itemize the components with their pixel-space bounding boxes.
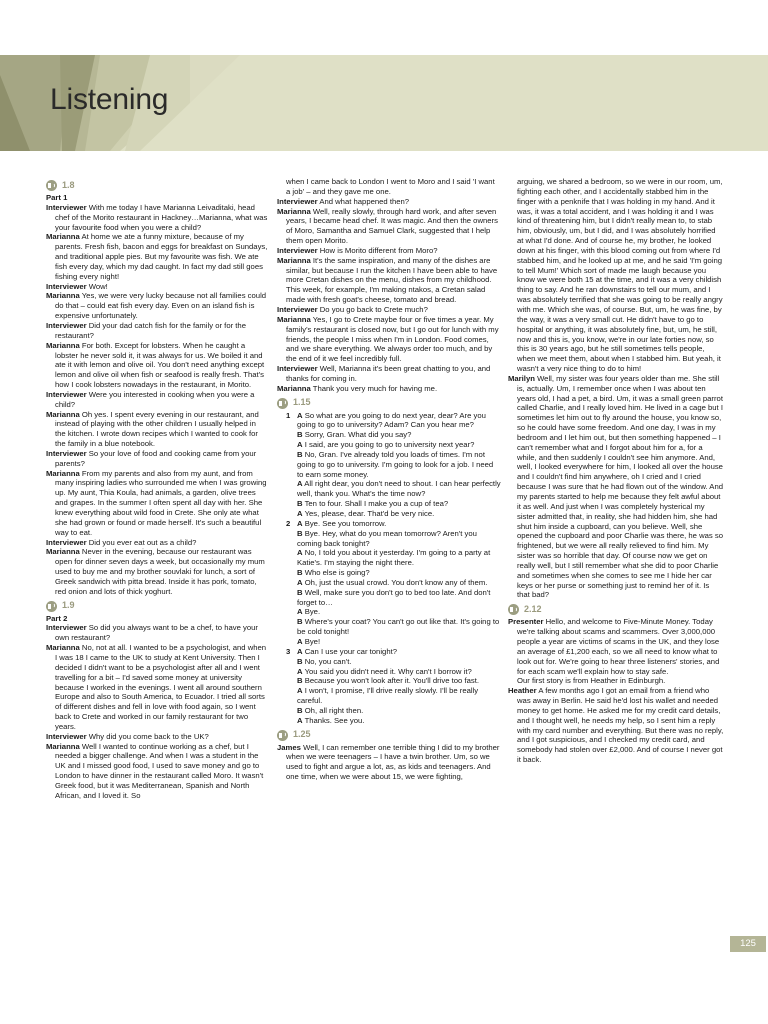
speech-text: How is Morito different from Moro? [319, 245, 438, 255]
speaker-letter: B [297, 449, 303, 459]
header-banner [0, 55, 768, 151]
track-number: 1.9 [62, 600, 75, 611]
transcript-line [46, 321, 268, 341]
transcript-line [46, 469, 268, 538]
dialogue-line [277, 706, 501, 716]
part-label: Part 2 [46, 613, 68, 623]
transcript-line [508, 617, 724, 676]
speech-text: Oh, just the usual crowd. You don't know any of them. [304, 577, 488, 587]
speech-text: Well, really slowly, through hard work, and after seven years, I became head chef. It was magic. And then the owners of Moro, Samantha and Samuel Clark, suggested that I help them open Morito. [286, 206, 498, 246]
speaker-name: Interviewer [277, 245, 318, 255]
dialogue-line [277, 686, 501, 706]
speaker-letter: A [297, 518, 303, 528]
transcript-line [277, 743, 501, 782]
dialogue-line [277, 430, 501, 440]
transcript-line [277, 256, 501, 305]
speaker-name: Interviewer [46, 448, 87, 458]
speaker-letter: B [297, 430, 303, 440]
speech-text: I said, are you going to go to university next year? [304, 440, 475, 450]
column-1 [46, 177, 268, 801]
speaker-letter: A [297, 509, 303, 518]
speaker-name: Interviewer [46, 731, 87, 741]
dialogue-line [277, 578, 501, 588]
transcript-block [508, 617, 724, 676]
dialogue-line [277, 676, 501, 686]
continued-text: arguing, we shared a bedroom, so we were in our room, um, fighting each other, and I accidentally stabbed him in the finger with a penknife that I was holding in my hand. And it was, it was a total accident, and I was holding it and I was kind of threatening him, but I didn't really mean to, to stab him, obviously, um, but I did, and I was absolutely horrified at what I'd done. And of course he, my brother, he looked down at his finger, with this blood coming out from where I'd stabbed him, and he looked up at me, and he said 'I'm going to tell Mum!' Which sort of made me laugh because you know we were both 15 at the time, and it was a very childish thing to say. And he ran downstairs to tell our mum, and I was absolutely terrified that she was going to be really angry with me. Which she was, of course. But, um, he was fine, by the way, it was a very small cut. He didn't have to go to hospital or anything, it was absolutely fine, but, um, he still, now and this is, you know, we're in our late forties now, so this is 30 years ago, but he still sometimes tells people, when we meet them, about when I stabbed him. But yeah, it wasn't a very nice thing to do to him! [517, 177, 723, 374]
speech-text: Oh, all right then. [304, 705, 364, 715]
speech-text: For both. Except for lobsters. When he caught a lobster he never sold it, it was always for us. We boiled it and ate it with lemon and olive oil. You don't need anything except lemon and olive oil when fish or seafood is really fresh. That's how I cook lobsters nowadays in the restaurant, in Morito. [55, 340, 265, 390]
speech-text: I won't, I promise, I'll drive really slowly. I'll be really careful. [297, 686, 479, 706]
transcript-line [277, 246, 501, 256]
speaker-letter: A [297, 607, 303, 617]
speech-text: Yes, please, dear. That'd be very nice. [304, 509, 435, 518]
speaker-letter: B [297, 528, 303, 538]
conversation-number: 3 [286, 646, 291, 656]
speaker-name: Marianna [277, 383, 311, 393]
track-number: 1.8 [62, 179, 75, 190]
transcript-line [508, 686, 724, 765]
speech-text: Ten to four. Shall I make you a cup of tea? [304, 499, 449, 509]
dialogue-line [277, 568, 501, 578]
speech-text: No, I told you about it yesterday. I'm going to a party at Katie's. I'm staying the night there. [297, 548, 491, 568]
speaker-name: Marianna [46, 291, 80, 301]
page-title: Listening [50, 83, 169, 116]
speech-text: Thank you very much for having me. [312, 383, 438, 393]
speaker-letter: A [297, 548, 303, 558]
conversation-number: 2 [286, 518, 291, 528]
transcript-line [46, 410, 268, 449]
speech-text: You said you didn't need it. Why can't I borrow it? [304, 666, 472, 676]
speech-text: Never in the evening, because our restaurant was open for dinner seven days a week, but occasionally my mum used to buy me and my brother souvlaki for lunch, a sort of Greek sandwich with pitta bread. Inside it has pork, tomato, red onion and lots of thick yoghurt. [55, 547, 265, 596]
speech-text: From my parents and also from my aunt, and from many inspiring ladies who surrounded me when I was growing up. My aunt, Thia Koula, had animals, a garden, olive trees and grapes. In the summer I often spent all day with her. She knew everything about wild food in Crete. She only ate what she had grown or found or made herself. It's such a beautiful way to eat. [55, 468, 267, 537]
speaker-name: Interviewer [46, 389, 87, 399]
dialogue-line [277, 617, 501, 637]
transcript-block [277, 197, 501, 394]
dialogue-line [277, 607, 501, 617]
speaker-name: Interviewer [277, 304, 318, 314]
speaker-name: Presenter [508, 617, 544, 627]
speaker-letter: A [297, 686, 303, 696]
transcript-line [46, 623, 268, 643]
dialogue-line [277, 509, 501, 519]
transcript-line [46, 390, 268, 410]
speech-text: Bye. See you tomorrow. [304, 518, 387, 528]
speech-text: Well, Marianna it's been great chatting to you, and thanks for coming in. [286, 364, 491, 383]
speaker-letter: B [297, 676, 303, 686]
speaker-name: Marianna [46, 468, 80, 478]
speaker-letter: A [297, 666, 303, 676]
dialogue-line [277, 450, 501, 480]
audio-icon[interactable] [277, 398, 288, 409]
speech-text: Well, I can remember one terrible thing I did to my brother when we were teenagers – I have a twin brother. Um, so we used to fight and argue a lot, as, as kids and teenagers. And one time, when we were about 15, we were fighting, [286, 742, 500, 782]
speaker-letter: A [297, 636, 303, 646]
transcript-block [46, 623, 268, 800]
speaker-letter: A [297, 715, 303, 725]
audio-icon[interactable] [277, 730, 288, 741]
speech-text: With me today I have Marianna Leivaditaki, head chef of the Morito restaurant in Hackney…Marianna, what was your favourite food when you were a child? [55, 202, 268, 232]
speech-text: Were you interested in cooking when you were a child? [55, 389, 255, 409]
dialogue-line [277, 499, 501, 509]
speech-text: Why did you come back to the UK? [88, 731, 209, 741]
speech-text: Wow! [88, 281, 108, 291]
speaker-name: Interviewer [46, 281, 87, 291]
speaker-name: Interviewer [277, 364, 318, 374]
dialogue-line [277, 647, 501, 657]
dialogue-line [277, 479, 501, 499]
page-number: 125 [730, 936, 766, 952]
dialogue-line [277, 667, 501, 677]
track-number: 1.15 [293, 397, 311, 408]
track-number: 1.25 [293, 729, 311, 740]
speaker-name: Interviewer [277, 196, 318, 206]
part-label: Part 1 [46, 193, 68, 202]
speech-text: Bye! [304, 636, 321, 646]
speaker-letter: A [297, 410, 303, 420]
speech-text: No, you can't. [304, 656, 352, 666]
transcript-line [46, 742, 268, 801]
transcript-line [46, 341, 268, 390]
track-heading [508, 604, 724, 615]
speaker-name: Marianna [46, 340, 80, 350]
speech-text: So your love of food and cooking came from your parents? [55, 448, 257, 468]
speech-text: Yes, I go to Crete maybe four or five times a year. My family's restaurant is closed now, but I go out for lunch with my friends, the people I miss when I'm in London. Food comes, and we share everything. We always order too much, and by the end of it we feel incredibly full. [286, 314, 499, 364]
audio-icon[interactable] [508, 604, 519, 615]
speaker-name: Marianna [46, 643, 80, 653]
speaker-letter: A [297, 577, 303, 587]
speech-text: Hello, and welcome to Five-Minute Money. Today we're talking about scams and scammers. Over 3,000,000 people a year are victims of scams in the UK, and they lose an average of £1,200 each, so we all need to know what to look out for. We're going to hear three listeners' stories, and for each scam we'll explain how to stay safe. [517, 617, 720, 676]
transcript-line [46, 643, 268, 732]
speaker-name: Marianna [46, 741, 80, 751]
track-number: 2.12 [524, 603, 542, 614]
column-2 [277, 177, 501, 782]
speaker-name: Marianna [46, 547, 80, 557]
speech-text: At home we ate a funny mixture, because of my parents. Fresh fish, bacon and eggs for breakfast on Sundays, and traditional apple pies. But my favourite was fish. We ate fish every day, which my dad caught. In fact my dad still goes fishing every night! [55, 232, 268, 281]
speaker-name: Interviewer [46, 202, 87, 212]
speaker-letter: B [297, 656, 303, 666]
speaker-letter: A [297, 646, 303, 656]
audio-icon[interactable] [46, 180, 57, 191]
dialogue-line [277, 637, 501, 647]
speaker-letter: A [297, 440, 303, 450]
speech-text: Bye. Hey, what do you mean tomorrow? Aren't you coming back tonight? [297, 528, 477, 548]
speaker-name: Marianna [277, 206, 311, 216]
speaker-name: Heather [508, 686, 537, 696]
transcript-block [46, 203, 268, 597]
speech-text: Bye. [304, 607, 321, 617]
speech-text: So what are you going to do next year, dear? Are you going to go to university? Adam? Can you hear me? [297, 410, 486, 430]
speech-text: Because you won't look after it. You'll drive too fast. [304, 676, 479, 686]
speaker-letter: B [297, 568, 303, 578]
speech-text: Did you ever eat out as a child? [88, 537, 197, 547]
dialogue-line [277, 440, 501, 450]
transcript-line [46, 449, 268, 469]
transcript-block [508, 374, 724, 600]
speaker-name: Interviewer [46, 623, 87, 633]
speech-text: And what happened then? [319, 196, 410, 206]
speaker-name: Marianna [277, 314, 311, 324]
speaker-name: Marianna [46, 409, 80, 419]
speech-text: Yes, we were very lucky because not all families could do that – could eat fish every day. Even on an island fish is expensive unfortunately. [55, 291, 267, 321]
speech-text: Oh yes. I spent every evening in our restaurant, and instead of playing with the other children I usually helped in the kitchen. I wrote down recipes which I wanted to cook for the family in a blue notebook. [55, 409, 259, 449]
dialogue-line [277, 588, 501, 608]
dialogue-line [277, 529, 501, 549]
speech-text: Well, make sure you don't go to bed too late. And don't forget to… [297, 587, 491, 607]
speaker-letter: B [297, 617, 303, 627]
continued-text: when I came back to London I went to Moro and I said 'I want a job' – and they gave me one. [286, 177, 495, 196]
transcript-line [46, 538, 268, 548]
speaker-name: Marilyn [508, 373, 535, 383]
transcript-block [508, 686, 724, 765]
track-heading [277, 730, 501, 741]
speech-text: Did your dad catch fish for the family or for the restaurant? [55, 320, 246, 340]
dialogue-line [277, 716, 501, 726]
speaker-name: Interviewer [46, 320, 87, 330]
conversation-number: 1 [286, 410, 291, 420]
speech-text: Well, my sister was four years older than me. She still is, actually. Um, I remember once when I was about ten years old, I had a pet, a bird. Um, it was a small green parrot called Charlie, and I really loved him. He lived in a cage but I sometimes let him out to fly around the house, you know so, so he could have some freedom. And one day, I was in my bedroom and I let him out, but then something happened – I can't remember what and I forgot about him for a, for a while, and then suddenly I couldn't see him anymore. And, well, I looked everywhere for him, I looked all over the house and I couldn't find him anywhere, oh I cried and I cried because I was sure that he had flown out of the window. And my parents started to help me because they felt awful about it as well. And just when I was completely hysterical my sister admitted that, in reality, she had hidden him, she had shut him inside a cupboard, can you believe. Well, she opened the cupboard and poor Charlie was there, he was so frightened, but we were all really relieved to find him. My sister was so horrible that day. Of course now we get on really well, but I still remember what she did to poor Charlie and sometimes when she comes to see me I hide her car keys or her purse or something just to remind her of it. Is that bad? [517, 373, 723, 600]
track-heading [46, 601, 268, 612]
transcript-line [277, 364, 501, 384]
speech-text: Do you go back to Crete much? [319, 304, 428, 314]
transcript-line [277, 315, 501, 364]
transcript-line [46, 203, 268, 233]
speech-text: So did you always want to be a chef, to have your own restaurant? [55, 623, 258, 643]
transcript-line [277, 305, 501, 315]
speaker-name: Interviewer [46, 537, 87, 547]
transcript-line [46, 232, 268, 281]
speech-text: Who else is going? [304, 568, 370, 578]
speech-text: Where's your coat? You can't go out like that. It's going to be cold tonight! [297, 617, 500, 637]
speaker-letter: B [297, 587, 303, 597]
speech-text: Thanks. See you. [304, 715, 365, 725]
dialogue-line [277, 657, 501, 667]
transcript-line [46, 282, 268, 292]
track-heading [46, 180, 268, 191]
speech-text: A few months ago I got an email from a friend who was away in Berlin. He said he'd lost his wallet and needed money to get home. He asked me for my credit card details, and I thought well, he needs my help, so I sent him a reply with my card number and everything. But there was no reply, and I got suspicious, and I checked my credit card, and somebody had stolen over £2,000. And of course I never got it back. [517, 686, 724, 765]
transcript-line [508, 374, 724, 600]
dialogue-line [277, 548, 501, 568]
speech-text: All right dear, you don't need to shout. I can hear perfectly well, thank you. What's the time now? [297, 479, 501, 499]
speech-text: Can I use your car tonight? [304, 646, 398, 656]
transcript-block [277, 743, 501, 782]
track-heading [277, 398, 501, 409]
transcript-line [46, 732, 268, 742]
speaker-name: Marianna [46, 232, 80, 242]
transcript-line [46, 291, 268, 321]
transcript-line [277, 384, 501, 394]
speaker-letter: B [297, 705, 303, 715]
dialogue-line [277, 411, 501, 431]
dialogue-line [277, 519, 501, 529]
speaker-name: James [277, 742, 301, 752]
narration-line: Our first story is from Heather in Edinburgh. [517, 676, 666, 686]
transcript-line [46, 547, 268, 596]
speaker-name: Marianna [277, 255, 311, 265]
speech-text: It's the same inspiration, and many of the dishes are similar, but because I run the kitchen I have been able to have more Cretan dishes on the menu, dishes from my childhood. This week, for example, I'm making ntakos, a Cretan salad made with fresh goat's cheese, tomato and bread. [286, 255, 498, 305]
transcript-line [277, 197, 501, 207]
speaker-letter: A [297, 479, 303, 489]
speaker-letter: B [297, 499, 303, 509]
speech-text: No, Gran. I've already told you loads of times. I'm not going to go to university. I'm going to look for a job. I need to earn some money. [297, 449, 494, 479]
transcript-line [277, 207, 501, 246]
dialogue-block [277, 411, 501, 726]
column-3 [508, 177, 724, 765]
speech-text: No, not at all. I wanted to be a psychologist, and when I was 18 I came to the UK to study at Kent University. Then I decided I didn't want to be a psychologist after all and I went travelling for a bit – I'd saved some money at university because I worked in the evenings. I went all around southern Europe and also to South America, to Ecuador. I tried all sorts of different dishes and fell in love with food again, so I went back to Crete and worked in our family restaurant for two years. [55, 643, 267, 731]
speech-text: Well I wanted to continue working as a chef, but I needed a bigger challenge. And when I was a student in the UK and I missed good food, I used to save money and go to London to have dinner in the restaurant called Moro. It wasn't Greek food, but it was Mediterranean, Spanish and North African, and I loved it. So [55, 741, 264, 800]
audio-icon[interactable] [46, 601, 57, 612]
speech-text: Sorry, Gran. What did you say? [304, 430, 412, 440]
